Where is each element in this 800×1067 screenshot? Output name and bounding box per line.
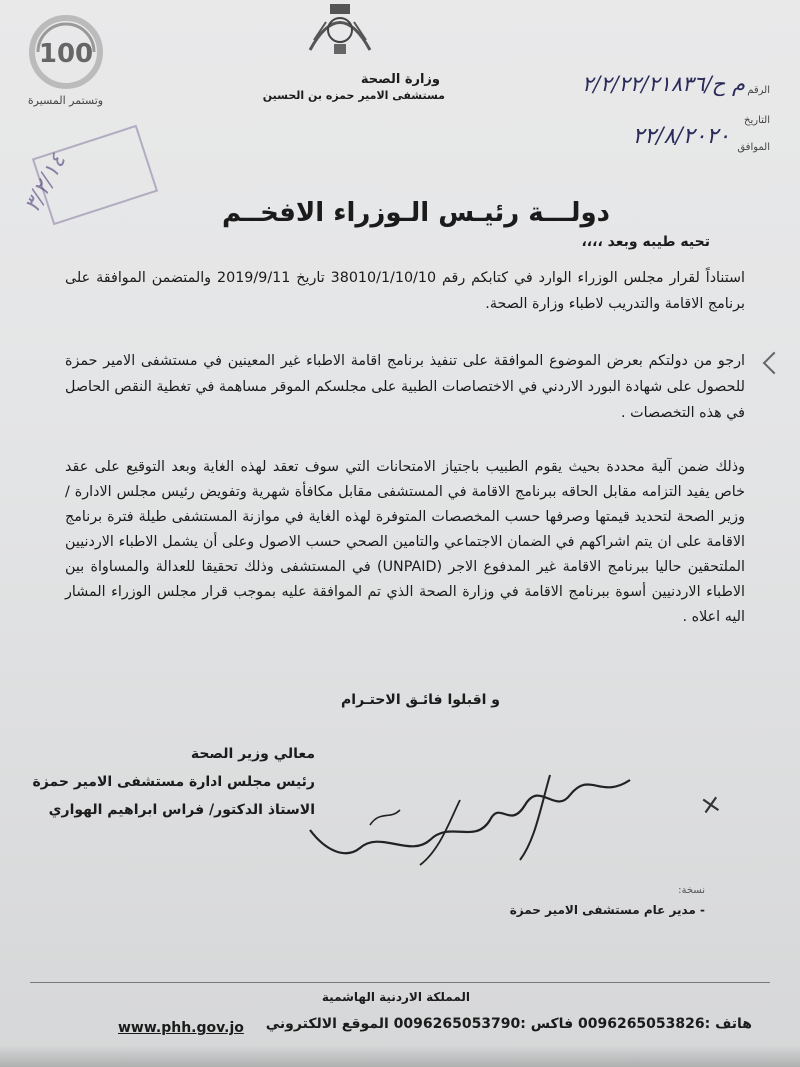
reference-block [570, 72, 770, 160]
ministry-name: وزارة الصحة [360, 72, 440, 87]
ref-date-label: التاريخ [744, 115, 770, 126]
signatory-position: رئيس مجلس ادارة مستشفى الامير حمزة [32, 774, 315, 790]
signatory-name: الاستاذ الدكتور/ فراس ابراهيم الهواري [48, 802, 315, 818]
jordan-coat-of-arms-icon [300, 0, 380, 58]
handwritten-signature [300, 760, 640, 870]
paragraph-mechanism: وذلك ضمن آلية محددة بحيث يقوم الطبيب باجتياز الامتحانات التي سوف تعقد لهذه الغاية وبعد التوقيع على عقد خاص يفيد التزامه مقابل الحاقه ببرنامج الاقامة في المستشفى مقابل مكافأة شهرية وتفويض رئيس مجلس الادارة / وزير الصحة لتحديد قيمتها وصرفها حسب المخصصات المتوفرة لهذه الغاية في موازنة المستشفى طيلة فترة برنامج الاقامة على ان يتم اشراكهم في الضمان الاجتماعي والتامين الصحي حسب الاصول وعلى أن يشمل الاطباء الاردنيين الملتحقين حاليا ببرنامج الاقامة غير المدفوع الاجر (UNPAID) في المستشفى وذلك تحقيقا للعدالة والمساواة بين الاطباء الاردنيين أسوة ببرنامج الاقامة في وزارة الصحة الذي تم الموافقة عليه بموجب قرار مجلس الوزراء المشار اليه اعلاه . [65, 459, 745, 625]
page-bottom-shadow [0, 1045, 800, 1067]
centennial-number: 100 [38, 39, 94, 69]
margin-mark: ⨯ [697, 788, 725, 822]
footer-country: المملكة الاردنية الهاشمية [321, 990, 470, 1004]
greeting: تحيه طيبه وبعد ،،،، [581, 234, 710, 250]
centennial-badge-icon [18, 10, 113, 94]
centennial-logo [18, 10, 113, 110]
footer-website-link[interactable]: www.phh.gov.jo [118, 1020, 244, 1036]
paragraph-request: ارجو من دولتكم بعرض الموضوع الموافقة على تنفيذ برنامج اقامة الاطباء غير المعينين في مستشفى الامير حمزة للحصول على شهادة البورد الاردني في الاختصاصات الطبية على مجلسكم الموقر مساهمة في تغطية النقص الحاصل في هذه التخصصات . [65, 353, 745, 421]
stamp-handwritten: ٣/٢/١٤ [20, 150, 72, 217]
ref-number-handwritten: م ح/٢/٢/٢٢/٢١٨٣٦ [581, 72, 745, 96]
footer-contacts: هاتف :0096265053826 فاكس :0096265053790 الموقع الالكتروني [265, 1016, 752, 1032]
footer-divider [30, 982, 770, 983]
addressee: دولـــة رئيـس الـوزراء الافخــم [221, 198, 610, 228]
ref-hijri-label: الموافق [737, 142, 770, 153]
hospital-name: مستشفى الامير حمزه بن الحسين [262, 89, 445, 102]
date-handwritten: ٢٢/٨/٢٠٢٠ [632, 124, 730, 149]
paragraph-reference: استناداً لقرار مجلس الوزراء الوارد في كتابكم رقم 38010/1/10/10 تاريخ 2019/9/11 والمتضمن الموافقة على برنامج الاقامة والتدريب لاطباء وزارة الصحة. [65, 270, 745, 312]
signatory-title: معالي وزير الصحة [190, 746, 315, 762]
punch-mark [763, 352, 786, 375]
copy-recipient: - مدير عام مستشفى الامير حمزة [509, 903, 705, 917]
signatory-block [15, 740, 315, 824]
copy-label: نسخة: [678, 885, 705, 896]
ref-number-label: الرقم [747, 85, 770, 96]
closing: و اقبلوا فائـق الاحتـرام [341, 692, 500, 708]
centennial-tagline: وتستمر المسيرة [27, 94, 104, 107]
